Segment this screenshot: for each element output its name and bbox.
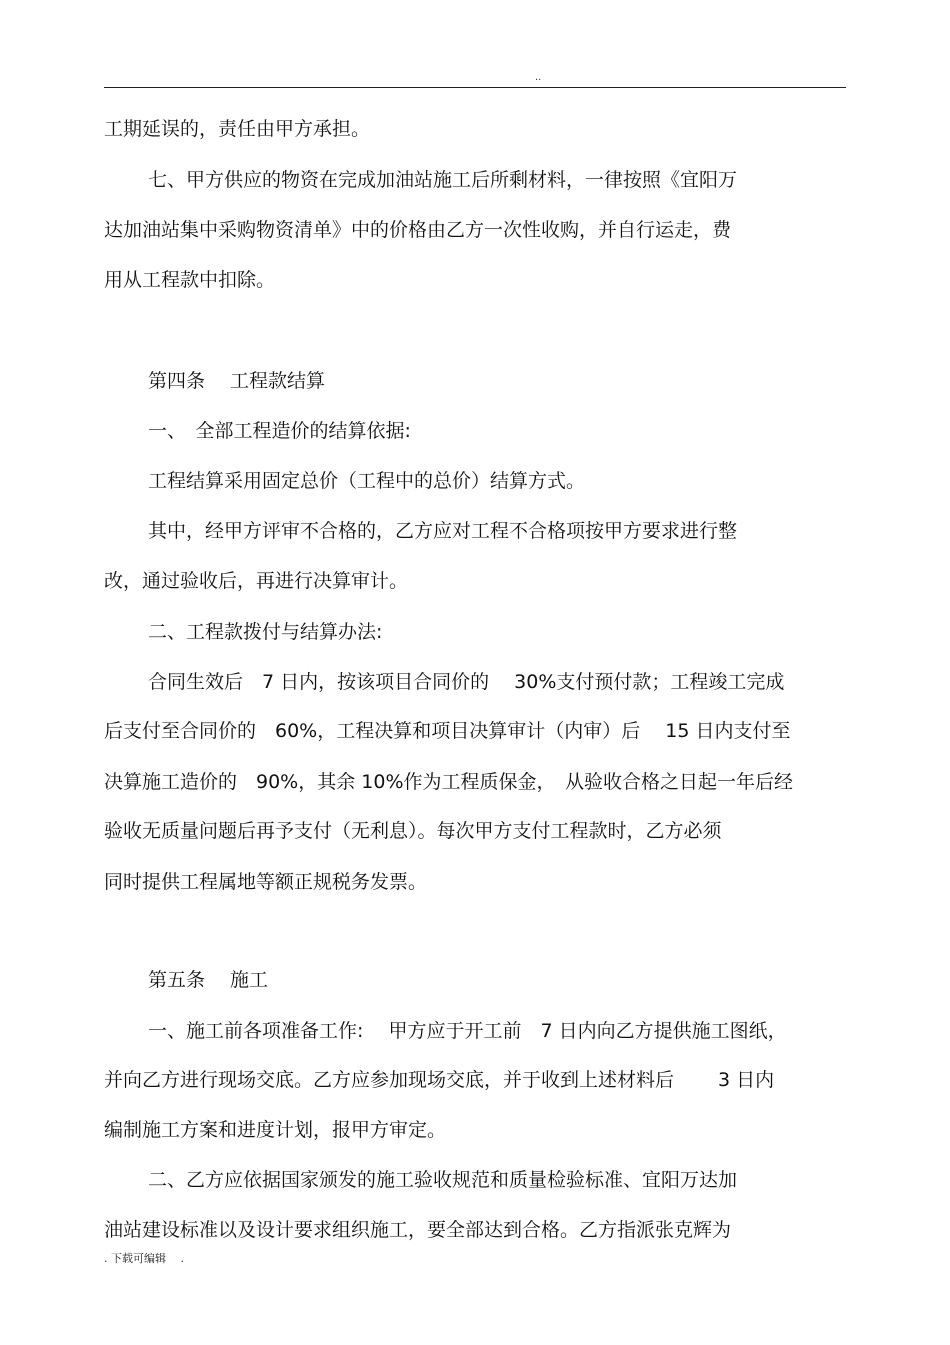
text-line: 工期延误的，责任由甲方承担。: [104, 118, 371, 140]
header-mark: ..: [535, 72, 542, 83]
header-rule: [104, 87, 846, 88]
section-heading: 第四条 工程款结算: [148, 370, 326, 392]
text-line: 同时提供工程属地等额正规税务发票。: [104, 871, 428, 893]
text-line: 一、施工前各项准备工作: 甲方应于开工前 7 日内向乙方提供施工图纸，: [148, 1020, 787, 1042]
section-heading: 第五条 施工: [148, 969, 269, 991]
text-line: 用从工程款中扣除。: [104, 269, 276, 291]
text-line: 验收无质量问题后再予支付（无利息）。每次甲方支付工程款时，乙方必须: [104, 820, 722, 842]
text-line: 七、甲方供应的物资在完成加油站施工后所剩材料，一律按照《宜阳万: [148, 169, 738, 191]
text-line: 一、 全部工程造价的结算依据:: [148, 420, 411, 442]
text-line: 编制施工方案和进度计划，报甲方审定。: [104, 1119, 447, 1141]
text-line: 后支付至合同价的 60%，工程决算和项目决算审计（内审）后 15 日内支付至: [104, 720, 791, 742]
text-line: 二、乙方应依据国家颁发的施工验收规范和质量检验标准、宜阳万达加: [148, 1169, 738, 1191]
text-line: 改，通过验收后，再进行决算审计。: [104, 570, 409, 592]
text-line: 工程结算采用固定总价（工程中的总价）结算方式。: [148, 470, 586, 492]
text-line: 其中，经甲方评审不合格的，乙方应对工程不合格项按甲方要求进行整: [148, 520, 738, 542]
text-line: 二、工程款拨付与结算办法:: [148, 621, 383, 643]
text-line: 决算施工造价的 90%，其余 10%作为工程质保金， 从验收合格之日起一年后经: [104, 771, 794, 793]
text-line: 达加油站集中采购物资清单》中的价格由乙方一次性收购，并自行运走，费: [104, 219, 732, 241]
footer-note: . 下载可编辑 .: [104, 1252, 184, 1265]
text-line: 合同生效后 7 日内，按该项目合同价的 30%支付预付款；工程竣工完成: [148, 671, 785, 693]
text-line: 并向乙方进行现场交底。乙方应参加现场交底，并于收到上述材料后 3 日内: [104, 1069, 775, 1091]
text-line: 油站建设标准以及设计要求组织施工，要全部达到合格。乙方指派张克辉为: [104, 1219, 732, 1241]
